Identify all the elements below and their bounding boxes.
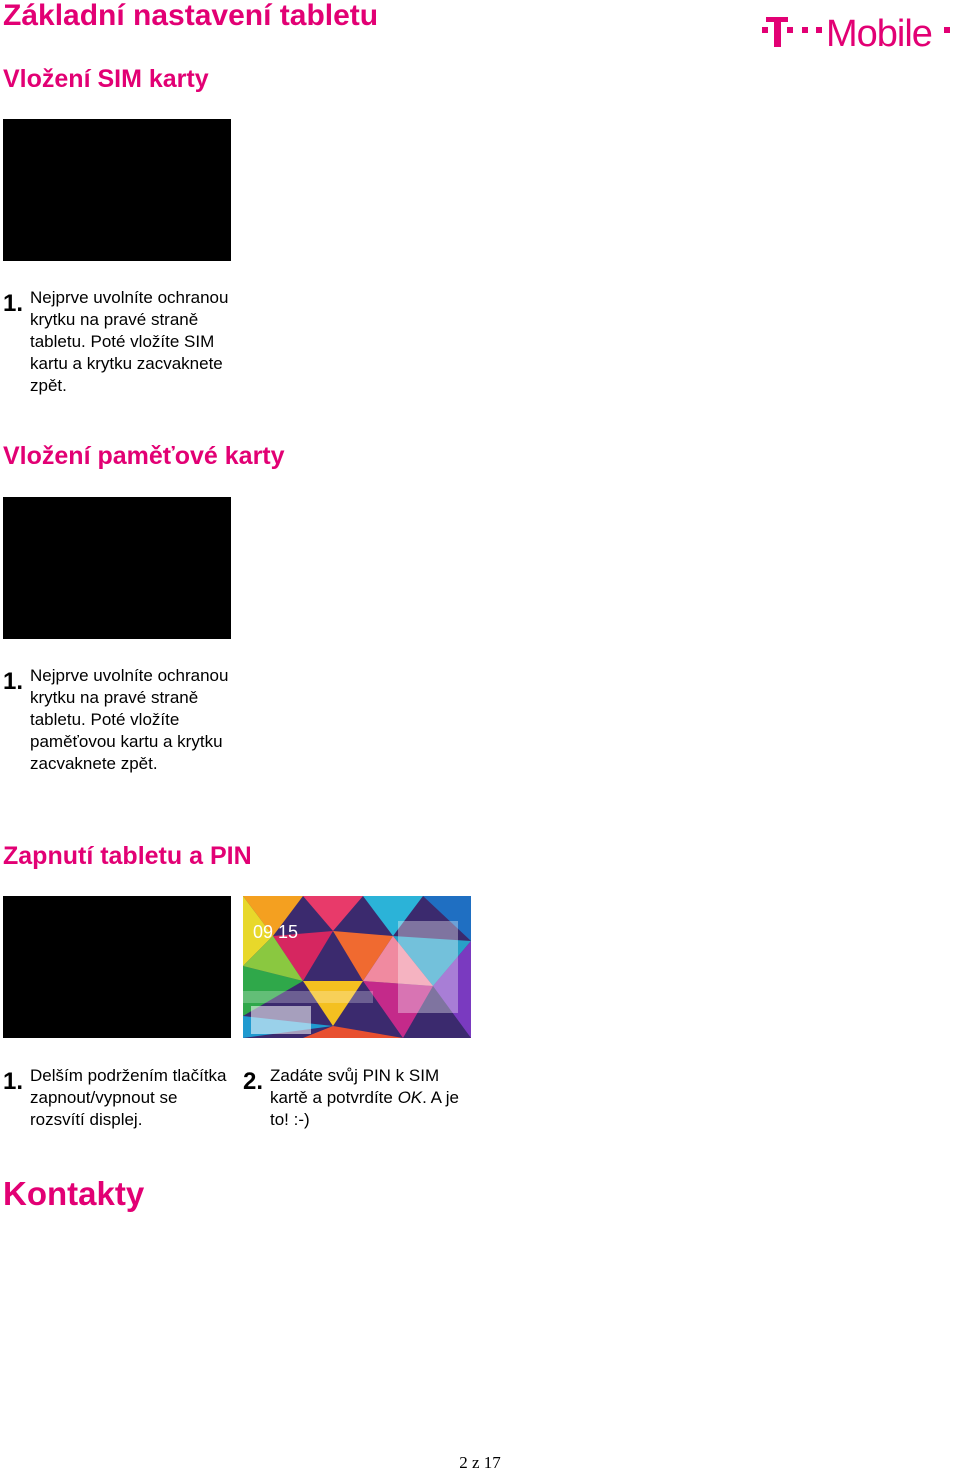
power-button-image: [3, 896, 231, 1038]
sim-card-image: [3, 119, 231, 261]
page-number: 2 z 17: [459, 1453, 501, 1472]
step-text: Nejprve uvolníte ochranou krytku na pravé straně tabletu. Poté vložíte paměťovou kartu a krytku zacvaknete zpět.: [30, 666, 229, 773]
step-number: 2.: [243, 1068, 264, 1095]
memory-card-image: [3, 497, 231, 639]
step-text: Delším podržením tlačítka zapnout/vypnout se rozsvítí displej.: [30, 1066, 227, 1129]
section-heading-contacts: Kontakty: [3, 1175, 145, 1212]
ok-emphasis: OK: [397, 1088, 423, 1107]
step-number: 1.: [3, 290, 24, 317]
t-mobile-logo: [760, 12, 956, 52]
svg-text:Mobile: Mobile: [826, 13, 932, 52]
step-number: 1.: [3, 1068, 24, 1095]
tablet-lockscreen-image: [243, 896, 471, 1038]
section-heading-sim: Vložení SIM karty: [3, 65, 209, 93]
step-text: Nejprve uvolníte ochranou krytku na pravé straně tabletu. Poté vložíte SIM kartu a krytku zacvaknete zpět.: [30, 288, 229, 395]
page-title: Základní nastavení tabletu: [3, 0, 379, 32]
tablet-clock: 09 15: [253, 922, 299, 942]
section-heading-memory-card: Vložení paměťové karty: [3, 442, 285, 470]
step-number: 1.: [3, 668, 24, 695]
section-heading-power-pin: Zapnutí tabletu a PIN: [3, 842, 252, 870]
step-text: Zadáte svůj PIN k SIM kartě a potvrdíte OK. A je to! :-): [270, 1066, 460, 1129]
